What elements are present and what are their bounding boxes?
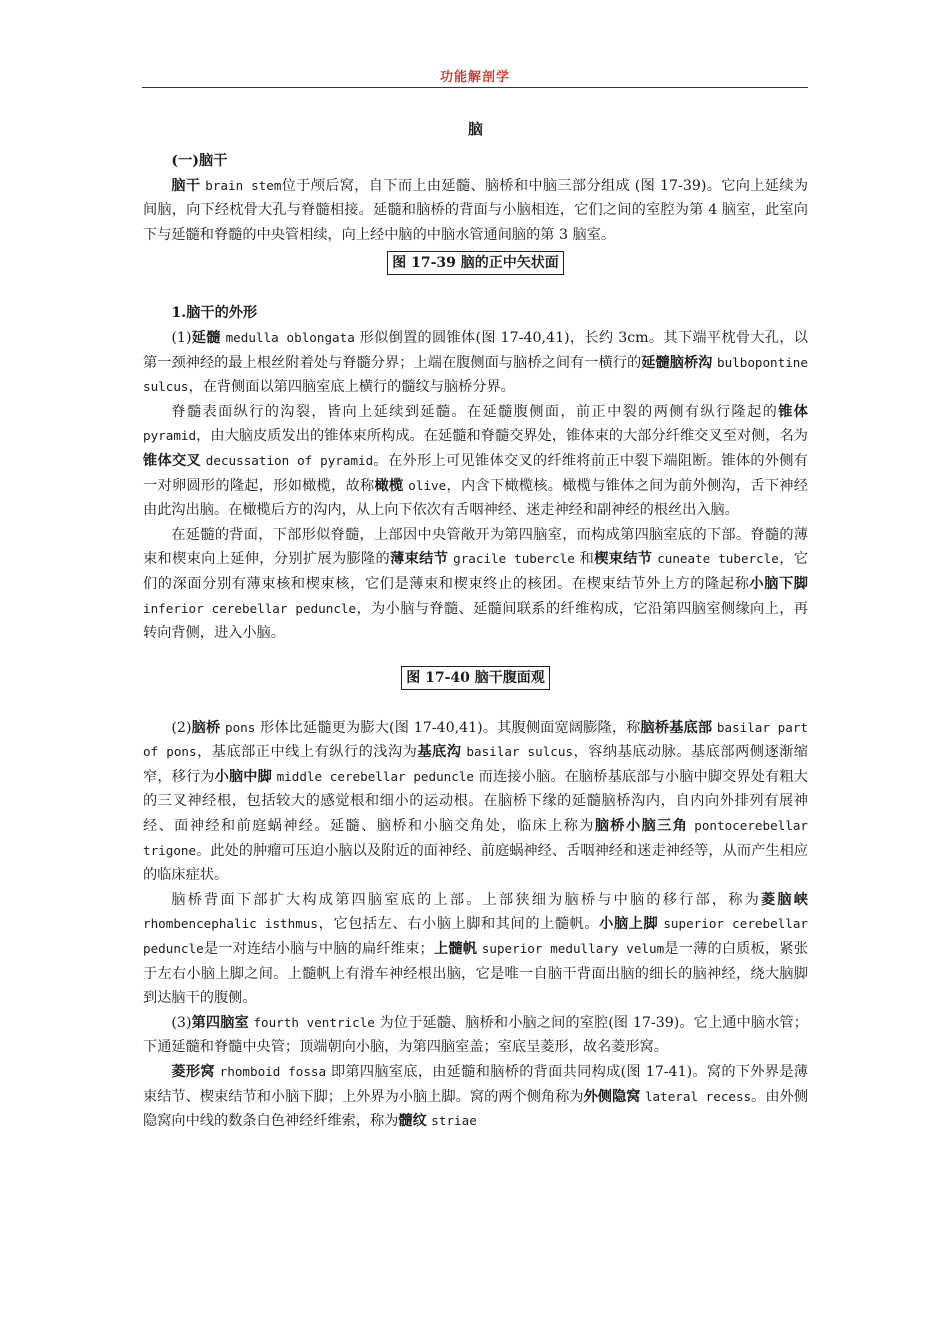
paragraph-pyramid bbox=[143, 400, 808, 523]
term-basilar-sulcus: 基底沟 bbox=[417, 744, 462, 761]
text-run: 而连接小脑。在脑桥基底部与小脑中脚交界处有粗大的三叉神经根，包括较大的感觉根和细小的运动根。在脑桥下缘的延髓脑桥沟内，自内向外排列有展神经、面神经和前庭蜗神经。延髓、脑桥和小脑交角处，临床上称为 bbox=[143, 768, 808, 835]
text-run: 形似倒置的圆锥体(图 17-40,41)，长约 3cm。其下端平枕骨大孔，以第一颈神经的最上根丝附着处与脊髓分界；上端在腹侧面与脑桥之间有一横行的 bbox=[143, 329, 808, 371]
term-en: bulbopontine sulcus bbox=[143, 354, 808, 395]
term-en: basilar sulcus bbox=[466, 744, 574, 760]
term-brainstem: 脑干 bbox=[171, 177, 201, 194]
term-cuneate: 楔束结节 bbox=[594, 551, 653, 568]
term-en: striae bbox=[431, 1113, 477, 1129]
text-run: ，它包括左、右小脑上脚和其间的上髓帆。 bbox=[317, 916, 600, 933]
term-en: middle cerebellar peduncle bbox=[276, 768, 474, 784]
term-en: basilar part of pons bbox=[143, 719, 809, 760]
paragraph-pons bbox=[143, 716, 808, 888]
term-en: pyramid bbox=[143, 428, 197, 444]
term-en: gracile tubercle bbox=[453, 551, 575, 567]
text-run: 。此处的肿瘤可压迫小脑以及附近的面神经、前庭蜗神经、舌咽神经和迷走神经等，从而产生相应的临床症状。 bbox=[143, 842, 808, 884]
term-isthmus: 菱脑峡 bbox=[761, 891, 808, 908]
term-pyramid: 锥体 bbox=[778, 403, 808, 420]
text-run: 。在外形上可见锥体交叉的纤维将前正中裂下端阻断。锥体的外侧有一对卵圆形的隆起，形如橄榄，故称 bbox=[143, 452, 808, 494]
term-pontocerebellar: 脑桥小脑三角 bbox=[594, 818, 689, 835]
term-medulla: 延髓 bbox=[191, 329, 221, 346]
text-run: ，在背侧面以第四脑室底上横行的髓纹与脑桥分界。 bbox=[188, 379, 515, 396]
term-en: lateral recess bbox=[644, 1088, 752, 1104]
text-run: 和 bbox=[579, 551, 595, 568]
term-basilar-part: 脑桥基底部 bbox=[640, 719, 713, 736]
term-en: medulla oblongata bbox=[225, 329, 355, 345]
paragraph-fourth-ventricle bbox=[143, 1011, 808, 1060]
term-en: cuneate tubercle bbox=[657, 551, 779, 567]
page-title: 脑 bbox=[467, 120, 483, 138]
term-en: superior cerebellar peduncle bbox=[143, 916, 808, 957]
paragraph-rhomboid-fossa bbox=[143, 1060, 808, 1134]
section-heading-brainstem: (一)脑干 bbox=[171, 153, 228, 169]
text-run: ，容纳基底动脉。基底部两侧逐渐缩窄，移行为 bbox=[143, 744, 808, 785]
paragraph-medulla bbox=[143, 326, 808, 400]
term-en: olive bbox=[408, 477, 447, 493]
figure-caption-17-39: 图 17-39 脑的正中矢状面 bbox=[387, 251, 564, 275]
term-en: brain stem bbox=[205, 177, 282, 193]
figure-caption-17-40: 图 17-40 脑干腹面观 bbox=[401, 666, 550, 690]
text-run: 在延髓的背面，下部形似脊髓，上部因中央管敞开为第四脑室，而构成第四脑室底的下部。脊髓的薄束和楔束向上延伸，分别扩展为膨隆的 bbox=[143, 526, 808, 568]
term-striae: 髓纹 bbox=[398, 1113, 427, 1130]
term-rhomboid-fossa: 菱形窝 bbox=[171, 1064, 215, 1080]
text-run: 形体比延髓更为膨大(图 17-40,41)。其腹侧面宽阔膨隆，称 bbox=[260, 719, 641, 736]
term-pons: 脑桥 bbox=[191, 719, 221, 736]
term-decussation: 锥体交叉 bbox=[143, 452, 201, 469]
term-fourth-ventricle: 第四脑室 bbox=[191, 1014, 249, 1031]
text-run: 即第四脑室底，由延髓和脑桥的背面共同构成(图 17-41)。窝的下外界是薄束结节、楔束结节和小脑下脚；上外界为小脑上脚。窝的两个侧角称为 bbox=[143, 1064, 808, 1105]
text-run: 。由外侧隐窝向中线的数条白色神经纤维索，称为 bbox=[143, 1088, 809, 1130]
text-run: ，内含下橄榄核。橄榄与锥体之间为前外侧沟，舌下神经由此沟出脑。在橄榄后方的沟内，从上向下依次有舌咽神经、迷走神经和副神经的根丝出入脑。 bbox=[143, 477, 808, 519]
text-run: ，基底部正中线上有纵行的浅沟为 bbox=[196, 744, 418, 761]
term-en: inferior cerebellar peduncle bbox=[143, 600, 357, 616]
paragraph-medulla-dorsal bbox=[143, 523, 808, 646]
term-inferior-peduncle: 小脑下脚 bbox=[749, 575, 808, 592]
term-olive: 橄榄 bbox=[374, 477, 404, 494]
term-en: decussation of pyramid bbox=[205, 452, 374, 468]
text-run: (2) bbox=[171, 719, 192, 736]
text-run: (1) bbox=[171, 329, 192, 346]
term-gracile: 薄束结节 bbox=[390, 551, 449, 568]
term-middle-peduncle: 小脑中脚 bbox=[214, 768, 272, 785]
header-divider bbox=[142, 87, 808, 88]
text-run: 是一对连结小脑与中脑的扁纤维束； bbox=[203, 941, 434, 958]
term-bulbopontine: 延髓脑桥沟 bbox=[641, 354, 713, 371]
term-en: fourth ventricle bbox=[253, 1014, 375, 1030]
text-run: 为位于延髓、脑桥和小脑之间的室腔(图 17-39)。它上通中脑水管；下通延髓和脊髓中央管；顶端朝向小脑，为第四脑室盖；室底呈菱形，故名菱形窝。 bbox=[143, 1014, 808, 1056]
term-en: pons bbox=[225, 719, 256, 735]
term-en: pontocerebellar trigone bbox=[143, 818, 808, 858]
section-heading-external: 1.脑干的外形 bbox=[171, 305, 258, 322]
text-run: 脑桥背面下部扩大构成第四脑室底的上部。上部狭细为脑桥与中脑的移行部，称为 bbox=[171, 891, 762, 908]
header-title: 功能解剖学 bbox=[439, 70, 510, 85]
term-en: superior medullary velum bbox=[481, 941, 665, 957]
text-run: 位于颅后窝，自下而上由延髓、脑桥和中脑三部分组成 (图 17-39)。它向上延续为间脑，向下经枕骨大孔与脊髓相接。延髓和脑桥的背面与小脑相连，它们之间的室腔为第 4 脑室，此室向下与延髓和脊髓的中央管相续，向上经中脑的中脑水管通间脑的第 3 脑室。 bbox=[143, 177, 809, 243]
term-superior-peduncle: 小脑上脚 bbox=[599, 916, 659, 933]
text-run: (3) bbox=[171, 1014, 192, 1031]
paragraph-pons-dorsal bbox=[143, 888, 808, 1011]
text-run: ，为小脑与脊髓、延髓间联系的纤维构成，它沿第四脑室侧缘向上，再转向背侧，进入小脑。 bbox=[143, 600, 808, 642]
term-en: rhombencephalic isthmus bbox=[143, 916, 318, 932]
text-run: ，它们的深面分别有薄束核和楔束核，它们是薄束和楔束终止的核团。在楔束结节外上方的隆起称 bbox=[143, 551, 808, 592]
text-run: ，由大脑皮质发出的锥体束所构成。在延髓和脊髓交界处，锥体束的大部分纤维交叉至对侧，名为 bbox=[196, 428, 808, 445]
text-run: 是一薄的白质板，紧张于左右小脑上脚之间。上髓帆上有滑车神经根出脑，它是唯一自脑干背面出脑的细长的脑神经，绕大脑脚到达脑干的腹侧。 bbox=[143, 941, 808, 1007]
term-lateral-recess: 外侧隐窝 bbox=[583, 1088, 641, 1105]
paragraph-brainstem-intro bbox=[143, 174, 808, 248]
text-run: 脊髓表面纵行的沟裂，皆向上延续到延髓。在延髓腹侧面，前正中裂的两侧有纵行隆起的 bbox=[171, 403, 779, 420]
document-body bbox=[143, 112, 808, 1134]
term-en: rhomboid fossa bbox=[219, 1064, 327, 1079]
term-superior-velum: 上髓帆 bbox=[433, 941, 478, 958]
